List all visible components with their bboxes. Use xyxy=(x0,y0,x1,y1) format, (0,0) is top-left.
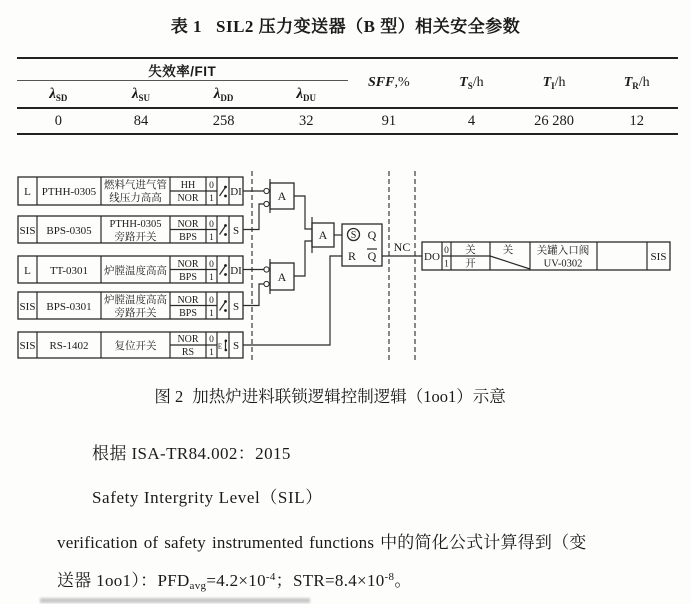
row-desc-line1: 复位开关 xyxy=(114,341,157,352)
latch-qbar-label: Q xyxy=(367,249,377,263)
bit-bottom: 1 xyxy=(209,348,214,358)
state-top: NOR xyxy=(177,334,199,345)
state-top: 关 xyxy=(465,245,476,256)
negation-bubble xyxy=(264,201,269,206)
col-header-lambda-du: $\lambda_{DU}$ xyxy=(265,81,348,109)
input-row-bps-0301 xyxy=(18,292,243,319)
latch-set-label: S xyxy=(350,230,357,241)
gate-label: A xyxy=(318,228,328,242)
nc-label: NC xyxy=(393,240,411,254)
bit-top: 0 xyxy=(209,181,214,191)
state-top: NOR xyxy=(177,295,199,306)
col-header-lambda-su: $\lambda_{SU}$ xyxy=(100,81,183,109)
row-desc-line2: 线压力高高 xyxy=(109,193,162,204)
safety-parameters-table xyxy=(17,57,678,135)
value-lambda-su: 84 xyxy=(133,112,149,129)
figure-caption xyxy=(0,383,660,407)
scan-artifact xyxy=(40,598,310,603)
col-header-sff: SFF,% xyxy=(348,58,431,108)
row-tag: L xyxy=(24,186,31,198)
row-desc-line2: 旁路开关 xyxy=(114,308,157,319)
gate-label: A xyxy=(277,189,287,203)
svg-text:E: E xyxy=(217,342,223,351)
and-gate-2 xyxy=(264,259,294,294)
valve-desc-line1: 关罐入口阀 xyxy=(536,245,590,257)
output-block-uv-0302 xyxy=(422,242,670,270)
action-label: 关 xyxy=(502,245,514,256)
row-tag: SIS xyxy=(19,340,36,352)
row-id: BPS-0305 xyxy=(46,225,92,237)
bit-bottom: 1 xyxy=(209,309,214,319)
row-desc-line1: PTHH-0305 xyxy=(109,219,162,230)
paragraph-sil: Safety Intergrity Level（SIL） xyxy=(92,488,323,507)
value-ti: 26 280 xyxy=(534,112,574,129)
io-type: S xyxy=(232,301,240,313)
bit-top: 0 xyxy=(209,260,214,270)
and-gate-1 xyxy=(264,179,294,213)
value-lambda-sd: 0 xyxy=(54,112,62,129)
table-row xyxy=(17,108,678,134)
table-title xyxy=(0,12,691,37)
interlock-logic-diagram xyxy=(0,159,691,375)
table-number: 表 1 xyxy=(170,17,202,36)
contact-switch-icon xyxy=(220,224,227,236)
bit-top: 0 xyxy=(209,335,214,345)
table-title-text: SIL2 压力变送器（B 型）相关安全参数 xyxy=(216,17,521,36)
state-top: NOR xyxy=(177,259,199,270)
row-desc-line1: 炉膛温度高高 xyxy=(104,295,167,306)
bit-bottom: 1 xyxy=(209,194,214,204)
input-row-pthh-0305 xyxy=(18,177,243,205)
sr-latch xyxy=(342,224,382,266)
paragraph-basis: 根据 ISA-TR84.002：2015 xyxy=(92,444,291,463)
bit-bottom: 1 xyxy=(209,233,214,243)
failure-rate-group-header: 失效率/FIT xyxy=(17,58,348,81)
row-tag: SIS xyxy=(19,301,36,313)
row-desc-line1: 炉膛温度高高 xyxy=(104,266,167,277)
value-ts: 4 xyxy=(467,112,476,129)
bit-top: 0 xyxy=(444,246,449,256)
input-row-bps-0305 xyxy=(18,216,243,243)
io-type: S xyxy=(232,340,240,352)
row-id: RS-1402 xyxy=(49,340,89,352)
col-header-tr: $T_R/h$ xyxy=(595,58,678,108)
state-bottom: NOR xyxy=(177,193,199,204)
input-row-tt-0301 xyxy=(18,256,243,283)
latch-reset-label: R xyxy=(347,249,357,263)
and-gate-3 xyxy=(312,217,334,253)
state-top: NOR xyxy=(177,219,199,230)
value-lambda-dd: 258 xyxy=(212,112,235,129)
input-row-rs-1402 xyxy=(18,332,243,358)
negation-bubble xyxy=(264,281,269,286)
col-header-lambda-dd: $\lambda_{DD}$ xyxy=(182,81,265,109)
io-type: DI xyxy=(230,265,242,277)
row-desc-line1: 燃料气进气管 xyxy=(104,180,167,191)
latch-q-label: Q xyxy=(367,228,377,242)
row-tag: SIS xyxy=(650,251,667,263)
negation-bubble xyxy=(264,267,269,272)
col-header-lambda-sd: $\lambda_{SD}$ xyxy=(17,81,100,109)
row-desc-line2: 旁路开关 xyxy=(114,232,157,243)
paragraph-verification: verification of safety instrumented functions 中的简化公式计算得到（变 xyxy=(57,533,587,552)
figure-caption-text: 加热炉进料联锁逻辑控制逻辑（1oo1）示意 xyxy=(192,387,506,406)
io-type: DO xyxy=(424,251,440,263)
state-bottom: BPS xyxy=(179,272,197,283)
contact-switch-icon xyxy=(220,300,227,312)
contact-switch-icon xyxy=(220,186,227,198)
pushbutton-switch-icon xyxy=(218,340,227,352)
negation-bubble xyxy=(264,188,269,193)
row-id: BPS-0301 xyxy=(46,301,92,313)
row-id: PTHH-0305 xyxy=(41,186,97,198)
bit-bottom: 1 xyxy=(444,259,449,270)
state-bottom: RS xyxy=(181,347,195,358)
valve-desc-line2: UV-0302 xyxy=(543,258,583,270)
state-bottom: BPS xyxy=(179,308,197,319)
row-tag: SIS xyxy=(19,225,36,237)
value-lambda-du: 32 xyxy=(298,112,314,129)
col-header-ti: $T_I/h$ xyxy=(513,58,596,108)
value-sff: 91 xyxy=(381,112,397,129)
paragraph-results: 送器 1oo1）：$PFD_{avg}=4.2\times 10^{-4}$；$STR=8.4\times 10^{-8}$。 xyxy=(57,571,412,592)
row-tag: L xyxy=(24,265,31,277)
bit-top: 0 xyxy=(209,296,214,306)
col-header-ts: $T_S/h$ xyxy=(430,58,513,108)
io-type: S xyxy=(232,225,240,237)
state-bottom: BPS xyxy=(179,232,197,243)
bit-bottom: 1 xyxy=(209,273,214,283)
value-tr: 12 xyxy=(629,112,644,129)
contact-switch-icon xyxy=(220,264,227,276)
row-id: TT-0301 xyxy=(49,265,89,277)
state-bottom: 开 xyxy=(465,258,476,270)
io-type: DI xyxy=(230,186,242,198)
figure-number: 图 2 xyxy=(154,387,184,406)
transition-diagonal xyxy=(490,256,530,269)
bit-top: 0 xyxy=(209,220,214,230)
gate-label: A xyxy=(277,270,287,284)
state-top: HH xyxy=(180,180,196,191)
